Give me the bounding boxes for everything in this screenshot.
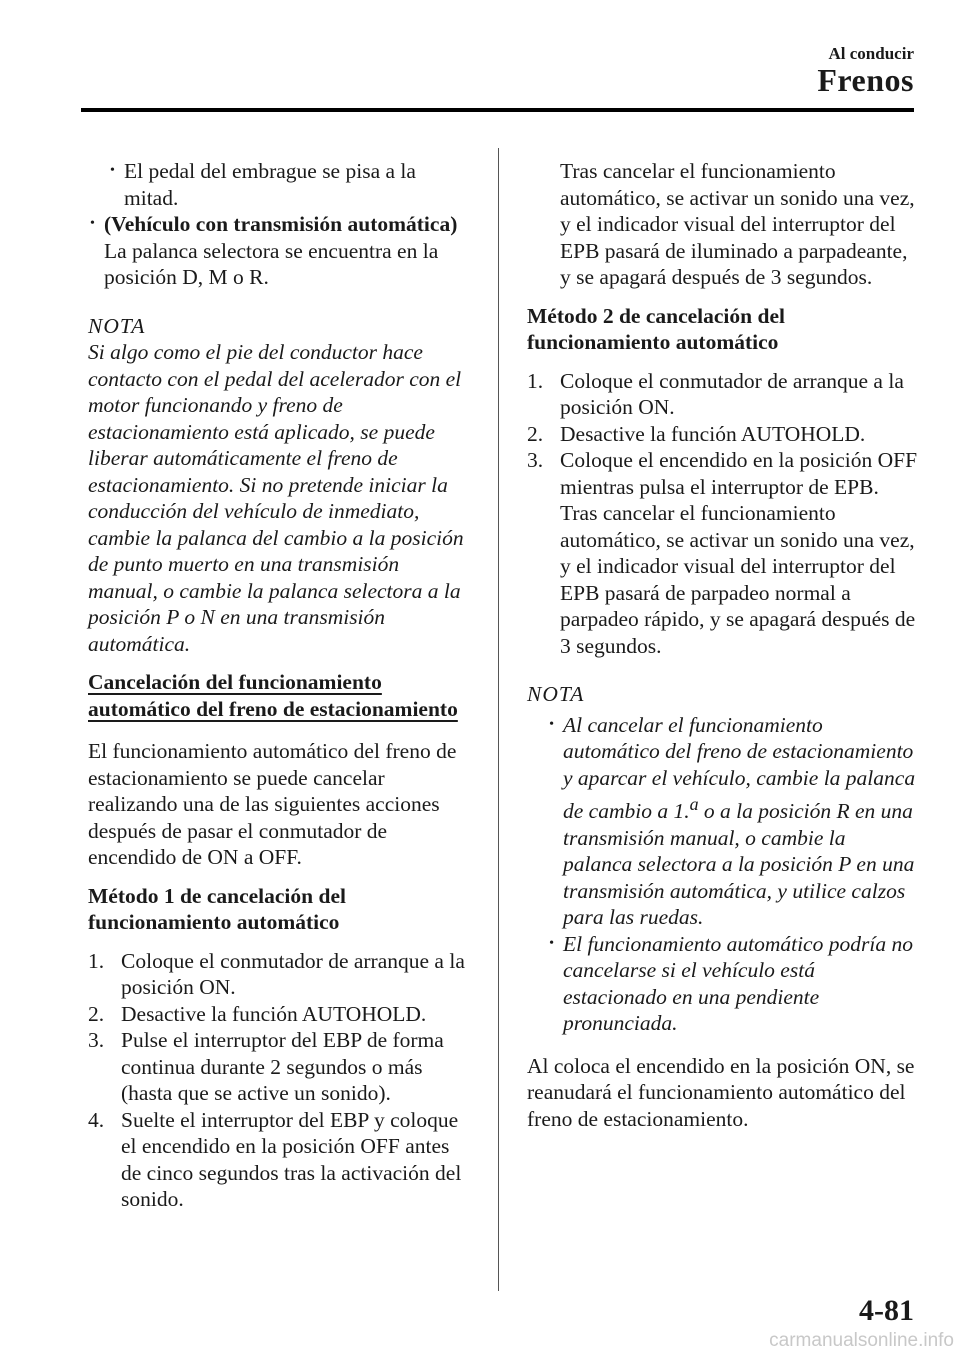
list-item bbox=[527, 368, 919, 421]
step-text: Desactive la función AUTOHOLD. bbox=[121, 1001, 427, 1026]
page-number: 4-81 bbox=[859, 1294, 914, 1327]
list-item bbox=[88, 1001, 472, 1028]
step-number: 2. bbox=[88, 1001, 105, 1026]
right-column bbox=[527, 158, 919, 1132]
list-item bbox=[88, 948, 472, 1001]
bullet-automatic-title: • (Vehículo con transmisión automática) bbox=[104, 212, 458, 236]
nota-bullet-wheel-chocks bbox=[547, 712, 919, 931]
bullet-clutch: • El pedal del embrague se pisa a la mitad. bbox=[108, 158, 472, 211]
step-number: 3. bbox=[527, 448, 544, 472]
method2-heading: Método 2 de cancelación del funcionamiento automático bbox=[527, 303, 785, 354]
cancel-heading bbox=[88, 669, 472, 722]
nota-text: Si algo como el pie del conductor hace contacto con el pedal del acelerador con el motor funcionando y freno de estacionamiento está aplicado, se puede liberar automáticamente el freno de estacionamiento. Si no pretende iniciar la conducción del vehículo de inmediato, cambie la palanca del cambio a la posición de punto muerto en una transmisión manual, o cambie la palanca selectora a la posición P o N en una transmisión automática. bbox=[88, 340, 464, 656]
method2-steps bbox=[527, 368, 919, 501]
list-item bbox=[88, 1027, 472, 1107]
watermark: carmanualsonline.info bbox=[769, 1330, 954, 1351]
list-item bbox=[88, 1107, 472, 1213]
step-number: 2. bbox=[527, 421, 544, 446]
nota-bullet-text: o a la posición R en una transmisión manual, o cambie la palanca selectora a la posición P en una transmisión automática, y utilice calzos para las ruedas. bbox=[563, 799, 915, 930]
column-divider bbox=[498, 148, 499, 1291]
step-text: Coloque el encendido en la posición OFF mientras pulsa el interruptor de EPB. bbox=[560, 448, 918, 499]
header-divider bbox=[81, 108, 914, 112]
step-text: Coloque el conmutador de arranque a la posición ON. bbox=[560, 368, 904, 419]
method1-after-text: Tras cancelar el funcionamiento automático, se activar un sonido una vez, y el indicador visual del interruptor del EPB pasará de iluminado a parpadeante, y se apagará después de 3 segundos. bbox=[560, 159, 915, 289]
list-item bbox=[527, 447, 919, 500]
step-number: 4. bbox=[88, 1107, 105, 1132]
step-number: 1. bbox=[88, 948, 105, 973]
bullet-automatic bbox=[88, 211, 472, 291]
nota-label: NOTA bbox=[88, 313, 146, 338]
step-text: Desactive la función AUTOHOLD. bbox=[560, 421, 866, 446]
method1-steps bbox=[88, 948, 472, 1213]
bullet-automatic-text: La palanca selectora se encuentra en la posición D, M o R. bbox=[104, 238, 439, 289]
nota-bullets bbox=[527, 712, 919, 1037]
list-item bbox=[527, 421, 919, 448]
section-label: Al conducir bbox=[828, 44, 914, 63]
nota-bullet-text: Al cancelar el funcionamiento automático del freno de estacionamiento y aparcar el vehículo, cambie la palanca de cambio a 1. bbox=[563, 712, 916, 824]
cancel-heading-line-2: automático del freno de estacionamiento bbox=[88, 696, 458, 721]
ordinal-superscript: a bbox=[689, 794, 699, 814]
page-title: Frenos bbox=[817, 62, 914, 98]
step-number: 1. bbox=[527, 368, 544, 393]
left-column bbox=[88, 158, 472, 1213]
method2-after-text: Tras cancelar el funcionamiento automático, se activar un sonido una vez, y el indicador visual del interruptor del EPB pasará de parpadeo normal a parpadeo rápido, y se apagará después de 3 segundos. bbox=[560, 501, 916, 658]
nota-bullet-slope: • El funcionamiento automático podría no cancelarse si el vehículo está estacionado en una pendiente pronunciada. bbox=[547, 931, 919, 1037]
method1-heading: Método 1 de cancelación del funcionamiento automático bbox=[88, 883, 346, 934]
step-text: Pulse el interruptor del EBP de forma continua durante 2 segundos o más (hasta que se active un sonido). bbox=[121, 1028, 444, 1105]
closing-text: Al coloca el encendido en la posición ON, se reanudará el funcionamiento automático del freno de estacionamiento. bbox=[527, 1053, 915, 1131]
step-text: Coloque el conmutador de arranque a la posición ON. bbox=[121, 948, 465, 999]
step-text: Suelte el interruptor del EBP y coloque el encendido en la posición OFF antes de cinco segundos tras la activación del sonido. bbox=[121, 1107, 462, 1211]
cancel-heading-line-1: Cancelación del funcionamiento bbox=[88, 670, 382, 694]
step-number: 3. bbox=[88, 1028, 105, 1052]
cancel-intro: El funcionamiento automático del freno de estacionamiento se puede cancelar realizando una de las siguientes acciones después de pasar el conmutador de encendido de ON a OFF. bbox=[88, 739, 457, 869]
nota-label: NOTA bbox=[527, 682, 585, 706]
